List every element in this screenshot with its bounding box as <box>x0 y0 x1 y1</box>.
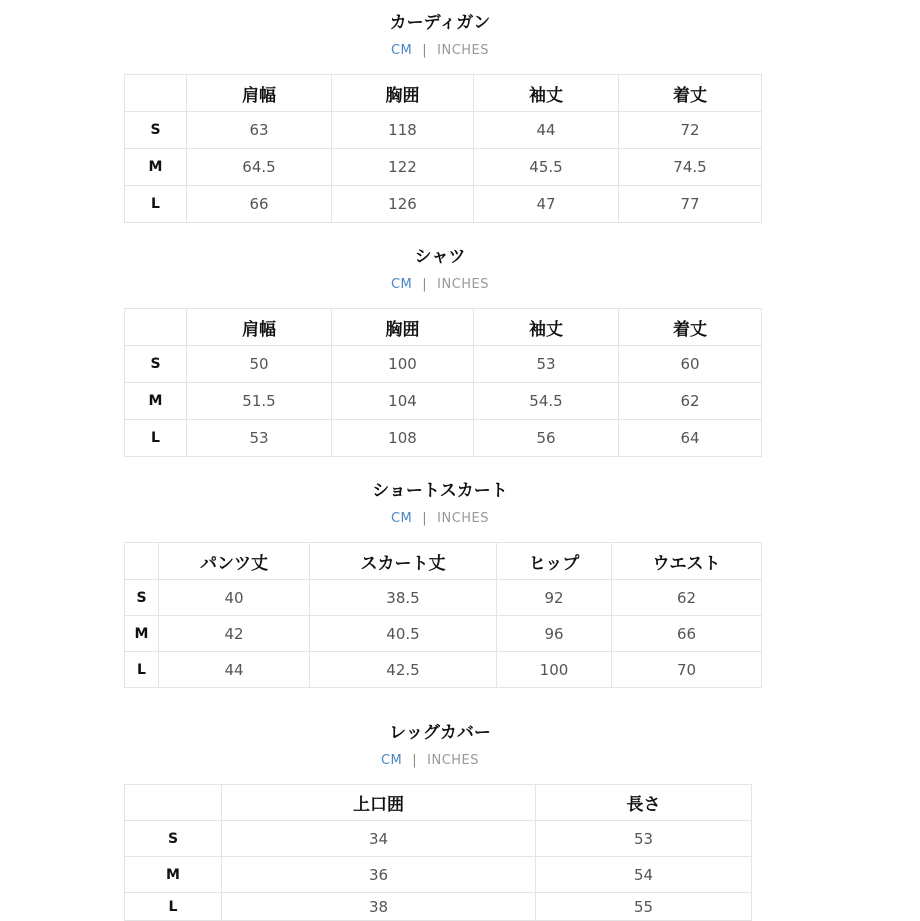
table-cell: 36 <box>222 857 536 893</box>
table-cell: 45.5 <box>474 149 619 186</box>
table-header-row <box>125 75 762 112</box>
unit-cm-link[interactable]: CM <box>390 277 413 292</box>
table-cell: 96 <box>497 616 612 652</box>
header-cell: 袖丈 <box>474 75 619 112</box>
table-row <box>125 149 762 186</box>
header-cell: 肩幅 <box>187 309 332 346</box>
table-row <box>125 112 762 149</box>
header-cell: 袖丈 <box>474 309 619 346</box>
table-cell: 50 <box>187 346 332 383</box>
unit-separator: | <box>422 511 428 526</box>
table-cell: 54.5 <box>474 383 619 420</box>
table-cell: 64.5 <box>187 149 332 186</box>
table-row <box>125 420 762 457</box>
header-cell: 上口囲 <box>222 785 536 821</box>
table-cell: 40 <box>159 580 310 616</box>
section-title: カーディガン <box>389 13 491 33</box>
header-cell <box>125 543 159 580</box>
unit-toggle <box>0 43 880 58</box>
table-cell: 53 <box>187 420 332 457</box>
header-cell: 胸囲 <box>332 75 474 112</box>
unit-toggle <box>0 753 860 768</box>
table-row <box>125 383 762 420</box>
unit-separator: | <box>422 43 428 58</box>
table-cell: 60 <box>619 346 762 383</box>
table-cell: 55 <box>536 893 752 921</box>
size-label: S <box>125 580 159 616</box>
table-cell: 74.5 <box>619 149 762 186</box>
table-cell: 118 <box>332 112 474 149</box>
table-row <box>125 893 752 921</box>
unit-separator: | <box>422 277 428 292</box>
table-cell: 51.5 <box>187 383 332 420</box>
unit-cm-link[interactable]: CM <box>380 753 403 768</box>
header-cell: 肩幅 <box>187 75 332 112</box>
header-cell: 長さ <box>536 785 752 821</box>
table-cell: 42.5 <box>310 652 497 688</box>
table-row <box>125 652 762 688</box>
header-cell: ヒップ <box>497 543 612 580</box>
table-cell: 92 <box>497 580 612 616</box>
unit-cm-link[interactable]: CM <box>390 511 413 526</box>
size-label: M <box>125 383 187 420</box>
table-cell: 66 <box>612 616 762 652</box>
table-cell: 122 <box>332 149 474 186</box>
table-row <box>125 857 752 893</box>
unit-inches-link[interactable]: INCHES <box>437 277 490 292</box>
table-row <box>125 616 762 652</box>
size-table <box>124 308 762 457</box>
table-cell: 108 <box>332 420 474 457</box>
table-cell: 47 <box>474 186 619 223</box>
header-cell <box>125 785 222 821</box>
size-label: S <box>125 112 187 149</box>
header-cell: 着丈 <box>619 75 762 112</box>
table-cell: 44 <box>474 112 619 149</box>
unit-inches-link[interactable]: INCHES <box>427 753 480 768</box>
size-label: M <box>125 857 222 893</box>
size-label: S <box>125 821 222 857</box>
table-cell: 54 <box>536 857 752 893</box>
size-label: L <box>125 186 187 223</box>
table-header-row <box>125 785 752 821</box>
table-cell: 100 <box>497 652 612 688</box>
header-cell: 着丈 <box>619 309 762 346</box>
size-label: M <box>125 616 159 652</box>
table-cell: 62 <box>619 383 762 420</box>
table-cell: 126 <box>332 186 474 223</box>
unit-cm-link[interactable]: CM <box>390 43 413 58</box>
table-cell: 70 <box>612 652 762 688</box>
table-cell: 63 <box>187 112 332 149</box>
section-title: ショートスカート <box>372 481 508 501</box>
table-header-row <box>125 543 762 580</box>
unit-toggle <box>0 277 880 292</box>
table-cell: 104 <box>332 383 474 420</box>
unit-toggle <box>0 511 880 526</box>
table-cell: 42 <box>159 616 310 652</box>
size-label: L <box>125 893 222 921</box>
header-cell: スカート丈 <box>310 543 497 580</box>
size-label: M <box>125 149 187 186</box>
header-cell: 胸囲 <box>332 309 474 346</box>
header-cell <box>125 309 187 346</box>
size-table <box>124 784 752 921</box>
table-cell: 66 <box>187 186 332 223</box>
table-header-row <box>125 309 762 346</box>
header-cell <box>125 75 187 112</box>
size-label: L <box>125 420 187 457</box>
size-label: L <box>125 652 159 688</box>
table-cell: 62 <box>612 580 762 616</box>
section-title: レッグカバー <box>389 723 491 743</box>
table-cell: 38.5 <box>310 580 497 616</box>
table-cell: 38 <box>222 893 536 921</box>
header-cell: ウエスト <box>612 543 762 580</box>
table-cell: 53 <box>474 346 619 383</box>
unit-inches-link[interactable]: INCHES <box>437 511 490 526</box>
size-table <box>124 74 762 223</box>
table-cell: 34 <box>222 821 536 857</box>
size-table <box>124 542 762 688</box>
section-title: シャツ <box>414 247 466 267</box>
size-label: S <box>125 346 187 383</box>
table-row <box>125 186 762 223</box>
table-row <box>125 821 752 857</box>
table-cell: 53 <box>536 821 752 857</box>
header-cell: パンツ丈 <box>159 543 310 580</box>
table-cell: 44 <box>159 652 310 688</box>
table-cell: 72 <box>619 112 762 149</box>
table-cell: 56 <box>474 420 619 457</box>
table-row <box>125 346 762 383</box>
unit-inches-link[interactable]: INCHES <box>437 43 490 58</box>
table-cell: 40.5 <box>310 616 497 652</box>
table-cell: 77 <box>619 186 762 223</box>
table-row <box>125 580 762 616</box>
table-cell: 100 <box>332 346 474 383</box>
unit-separator: | <box>412 753 418 768</box>
table-cell: 64 <box>619 420 762 457</box>
